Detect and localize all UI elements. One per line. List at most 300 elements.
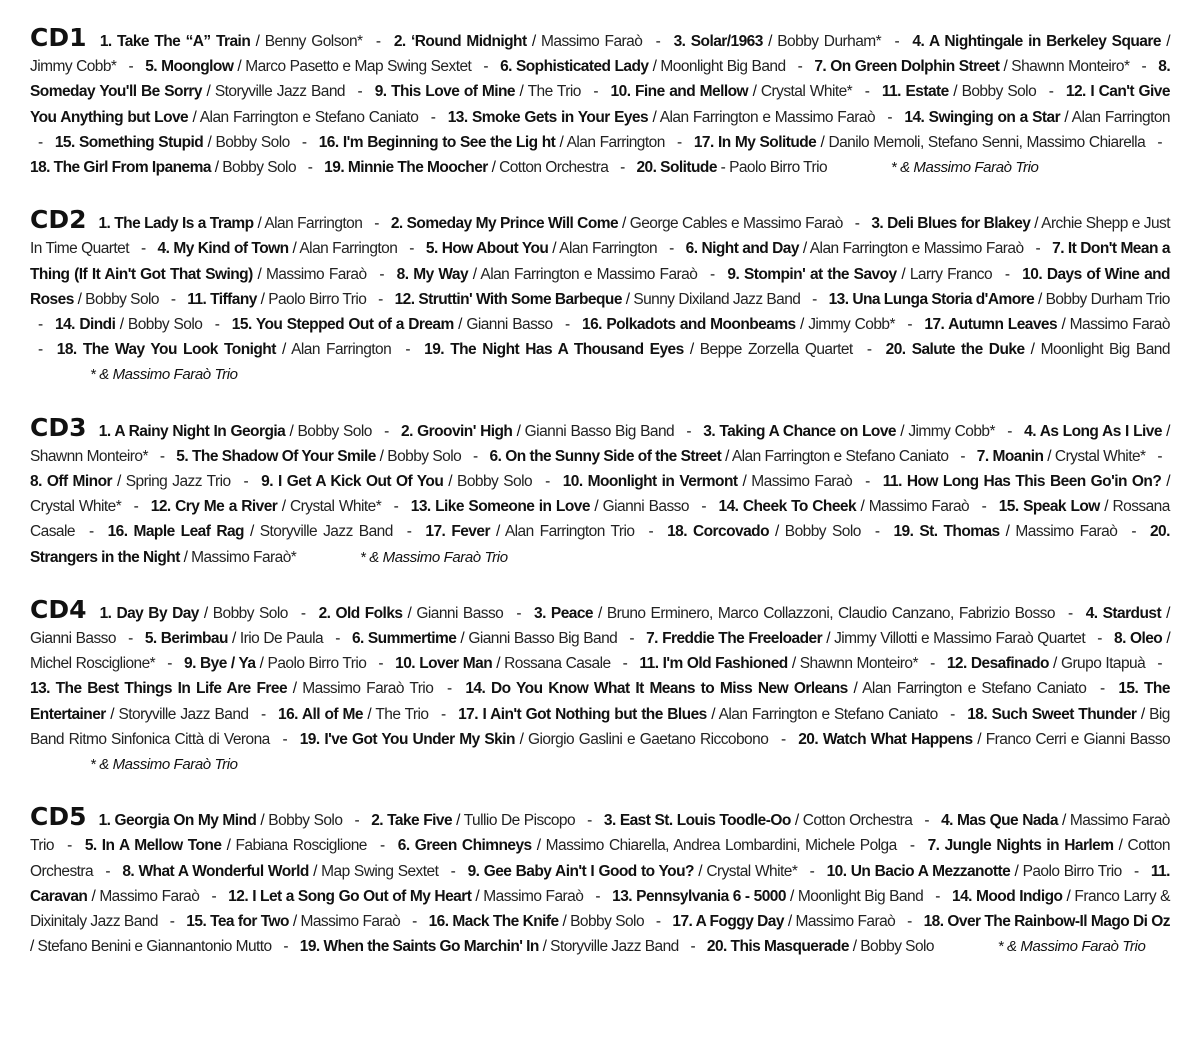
track-item: [187, 291, 366, 308]
track-title: [145, 630, 228, 647]
artist-separator: /: [257, 265, 262, 283]
track-name: Taking A Chance on Love: [719, 422, 896, 440]
track-item: [151, 498, 381, 515]
artist-separator: /: [255, 33, 260, 50]
track-name: When the Saints Go Marchin' In: [323, 938, 539, 956]
track-artist: Alan Farrington: [264, 215, 363, 233]
track-item: [563, 473, 852, 490]
track-name: Berimbau: [160, 630, 228, 648]
artist-separator: /: [367, 705, 372, 723]
track-separator: -: [1048, 83, 1054, 101]
track-separator: -: [1004, 265, 1010, 283]
artist-separator: /: [77, 290, 82, 308]
artist-separator: /: [30, 938, 34, 956]
track-item: [300, 731, 769, 748]
track-artist: Bobby Solo: [961, 83, 1037, 101]
track-separator: -: [909, 837, 915, 855]
track-separator: -: [1007, 422, 1012, 440]
track-separator: -: [159, 447, 165, 465]
track-artist: Alan Farrington: [559, 240, 658, 258]
artist-separator: /: [495, 523, 500, 541]
track-separator: -: [88, 523, 94, 541]
track-item: [882, 83, 1036, 100]
track-title: [814, 58, 999, 75]
track-artist: Alan Farrington e Stefano Caniato: [199, 108, 419, 126]
track-item: [534, 605, 1055, 622]
track-number: 19.: [424, 341, 445, 359]
track-name: Dindi: [79, 316, 116, 334]
track-name: You Stepped Out of a Dream: [255, 316, 454, 334]
track-number: 5.: [425, 240, 438, 258]
track-name: I Get A Kick Out Of You: [278, 473, 444, 491]
track-number: 20.: [885, 341, 906, 359]
track-item: [30, 680, 433, 697]
track-number: 19.: [299, 938, 320, 956]
track-artist: Rossana Casale: [504, 655, 611, 673]
track-title: [158, 240, 289, 257]
track-artist: Crystal White*: [1054, 447, 1146, 465]
track-name: Struttin' With Some Barbeque: [418, 290, 622, 308]
track-name: The Way You Look Tonight: [82, 341, 276, 359]
track-number: 7.: [646, 630, 658, 648]
track-separator: -: [907, 913, 912, 931]
artist-separator: /: [119, 316, 124, 334]
track-separator: -: [629, 630, 634, 648]
cd-label: CD2: [30, 205, 87, 235]
track-title: [924, 913, 1170, 930]
track-title: [458, 706, 707, 723]
track-item: [500, 58, 786, 75]
artist-separator: /: [249, 523, 254, 541]
track-title: [394, 33, 527, 50]
track-number: 5.: [176, 447, 189, 465]
track-number: 19.: [324, 159, 345, 177]
track-item: [98, 215, 362, 232]
track-artist: Jimmy Cobb*: [808, 316, 895, 334]
track-artist: Bobby Solo: [212, 604, 288, 622]
track-separator: -: [981, 498, 987, 516]
artist-separator: /: [542, 938, 547, 956]
track-name: I'm Beginning to See the Lig ht: [342, 133, 556, 151]
track-item: [639, 655, 918, 672]
track-title: [57, 341, 276, 358]
track-title: [1086, 605, 1161, 622]
track-number: 15.: [1118, 680, 1139, 698]
track-separator: -: [354, 812, 360, 830]
track-name: Lover Man: [419, 655, 493, 673]
track-artist: Map Swing Sextet: [321, 862, 439, 880]
track-number: 12.: [150, 498, 171, 516]
track-separator: -: [686, 422, 691, 440]
artist-separator: /: [752, 83, 757, 101]
artist-separator: /: [802, 240, 807, 258]
artist-separator: /: [260, 812, 265, 830]
track-artist: Danilo Memoli, Stefano Senni, Massimo Chiarella: [828, 133, 1146, 151]
artist-separator: /: [475, 887, 480, 905]
track-title: [30, 159, 211, 176]
track-separator: -: [335, 630, 340, 648]
track-artist: Massimo Faraò: [99, 887, 200, 905]
track-name: Una Lunga Storia d'Amore: [852, 290, 1035, 308]
cd-section-3: [30, 412, 1171, 570]
track-name: Days of Wine and Roses: [30, 265, 1170, 308]
track-item: [158, 240, 398, 257]
track-separator: -: [690, 938, 696, 956]
track-artist: Gianni Basso Big Band: [468, 630, 618, 648]
track-item: [375, 83, 581, 100]
track-name: Mack The Knife: [452, 913, 559, 931]
artist-separator: /: [622, 215, 626, 233]
track-separator: -: [128, 58, 134, 76]
track-separator: -: [211, 887, 217, 905]
artist-separator: /: [598, 604, 602, 622]
track-title: [719, 498, 857, 515]
artist-separator: /: [116, 473, 121, 491]
track-name: The Girl From Ipanema: [53, 159, 211, 177]
track-artist: Paolo Birro Trio: [1022, 862, 1122, 880]
track-number: 8.: [1158, 58, 1171, 76]
artist-separator: /: [1140, 705, 1145, 723]
track-name: It Don't Mean a Thing (If It Ain't Got That Swing): [30, 240, 1170, 283]
artist-separator: /: [531, 33, 536, 50]
track-number: 16.: [107, 523, 128, 541]
track-number: 11.: [639, 655, 659, 673]
track-item: [977, 448, 1146, 465]
track-name: Someday You'll Be Sorry: [30, 83, 202, 101]
artist-separator: /: [791, 655, 796, 673]
artist-separator: /: [775, 523, 779, 541]
track-number: 11.: [187, 290, 207, 308]
cd-label: CD1: [30, 23, 87, 52]
track-item: [30, 159, 296, 176]
track-separator: -: [375, 33, 381, 50]
track-separator: -: [865, 473, 870, 491]
track-item: [694, 134, 1145, 151]
track-title: [261, 473, 443, 490]
track-artist: Alan Farrington e Massimo Faraò: [659, 108, 876, 126]
track-title: [883, 473, 1161, 490]
track-separator: -: [393, 498, 399, 516]
track-number: 4.: [912, 33, 925, 50]
track-item: [465, 680, 1086, 697]
artist-separator: /: [203, 604, 208, 622]
track-item: [391, 215, 843, 232]
track-name: My Kind of Town: [173, 240, 289, 258]
track-item: [904, 109, 1170, 126]
artist-separator: /: [652, 108, 657, 126]
track-name: Old Folks: [335, 604, 403, 622]
track-name: How Long Has This Been Go'in On?: [906, 473, 1162, 491]
track-name: The Lady Is a Tramp: [114, 215, 254, 233]
track-separator: -: [935, 887, 940, 905]
track-name: Watch What Happens: [822, 730, 973, 748]
track-number: 13.: [828, 290, 849, 308]
track-item: [394, 33, 642, 50]
track-title: [397, 266, 468, 283]
track-item: [186, 913, 400, 930]
track-number: 1.: [98, 215, 111, 233]
track-number: 19.: [893, 523, 914, 541]
track-item: [184, 655, 366, 672]
track-separator: -: [412, 913, 417, 931]
track-item: [674, 33, 882, 50]
track-number: 20.: [706, 938, 727, 956]
track-artist: Massimo Faraò: [483, 887, 584, 905]
track-title: [448, 109, 648, 126]
track-separator: -: [545, 473, 550, 491]
track-number: 18.: [923, 913, 944, 931]
track-item: [352, 630, 617, 647]
track-item: [228, 888, 583, 905]
track-separator: -: [516, 604, 521, 622]
track-separator: -: [864, 83, 870, 101]
artist-separator: /: [110, 705, 115, 723]
track-number: 2.: [393, 33, 406, 50]
track-separator: -: [950, 705, 955, 723]
track-artist: Bobby Solo: [297, 422, 372, 440]
track-number: 17.: [924, 316, 945, 334]
track-title: [952, 888, 1062, 905]
artist-separator: /: [237, 58, 242, 76]
artist-separator: /: [379, 447, 384, 465]
track-item: [100, 33, 363, 50]
track-number: 8.: [1114, 630, 1126, 648]
track-title: [563, 473, 738, 490]
track-separator: -: [593, 83, 598, 101]
track-separator: -: [595, 887, 601, 905]
track-item: [99, 812, 343, 829]
track-item: [100, 605, 288, 622]
track-item: [30, 473, 231, 490]
track-separator: -: [409, 240, 414, 258]
track-title: [1024, 423, 1162, 440]
track-name: Night and Day: [701, 240, 799, 258]
track-number: 16.: [318, 133, 339, 151]
track-name: Desafinado: [970, 655, 1049, 673]
artist-separator: /: [768, 33, 772, 50]
footnote: * & Massimo Faraò Trio: [90, 756, 238, 774]
track-artist: Bobby Solo: [222, 159, 297, 177]
track-artist: Rossana Casale: [30, 498, 1170, 541]
track-artist: Bobby Solo: [784, 523, 861, 541]
track-artist: Bobby Solo: [570, 913, 645, 931]
track-name: A Rainy Night In Georgia: [114, 422, 286, 440]
track-artist: Michel Rosciglione*: [30, 655, 156, 673]
track-separator: -: [1100, 680, 1105, 698]
artist-separator: /: [1066, 887, 1071, 905]
track-title: [100, 605, 199, 622]
track-title: [490, 448, 722, 465]
track-number: 2.: [371, 812, 384, 830]
track-name: Estate: [905, 83, 949, 101]
track-name: Moonglow: [161, 58, 234, 76]
track-name: Gee Baby Ain't I Good to You?: [483, 862, 694, 880]
track-item: [319, 605, 504, 622]
track-name: Sophisticated Lady: [515, 58, 649, 76]
track-separator: -: [809, 862, 815, 880]
artist-separator: /: [953, 83, 958, 101]
track-item: [55, 134, 290, 151]
track-title: [30, 680, 287, 697]
track-item: [672, 913, 895, 930]
track-title: [871, 215, 1030, 232]
artist-separator: /: [790, 887, 794, 905]
track-name: Freddie The Freeloader: [662, 630, 823, 648]
track-separator: -: [300, 604, 306, 622]
artist-separator: /: [536, 837, 541, 855]
track-separator: -: [874, 523, 880, 541]
artist-separator: /: [711, 705, 715, 723]
track-separator: -: [1157, 447, 1162, 465]
track-artist: Alan Farrington: [299, 240, 398, 258]
track-name: On the Sunny Side of the Street: [505, 447, 722, 465]
track-number: 12.: [394, 290, 415, 308]
track-separator: -: [894, 33, 900, 50]
track-item: [893, 523, 1117, 540]
artist-separator: /: [1014, 862, 1019, 880]
artist-separator: /: [226, 837, 231, 855]
track-title: [398, 837, 532, 854]
track-artist: Beppe Zorzella Quartet: [699, 341, 853, 359]
track-item: [886, 341, 1170, 358]
artist-separator: /: [1064, 108, 1069, 126]
track-separator: -: [587, 812, 592, 830]
track-name: Tea for Two: [210, 913, 289, 931]
track-name: Stardust: [1102, 604, 1162, 622]
track-artist: Sunny Dixiland Jazz Band: [633, 290, 801, 308]
track-separator: -: [167, 655, 172, 673]
track-title: [151, 498, 278, 515]
track-number: 14.: [904, 108, 925, 126]
artist-separator: /: [1118, 837, 1123, 855]
artist-separator: /: [552, 240, 557, 258]
track-number: 10.: [562, 473, 583, 491]
track-artist: Massimo Faraò: [1015, 523, 1118, 541]
track-title: [500, 58, 648, 75]
track-number: 9.: [467, 862, 480, 880]
track-number: 20.: [1149, 523, 1170, 541]
track-item: [108, 523, 393, 540]
track-number: 16.: [428, 913, 449, 931]
artist-separator: /: [207, 133, 212, 151]
track-name: I'm Old Fashioned: [662, 655, 788, 673]
track-title: [425, 523, 490, 540]
track-item: [398, 837, 897, 854]
track-title: [674, 33, 763, 50]
track-number: 9.: [184, 655, 196, 673]
track-title: [829, 291, 1035, 308]
track-title: [411, 498, 590, 515]
track-item: [395, 291, 801, 308]
track-item: [604, 812, 912, 829]
track-number: 7.: [927, 837, 940, 855]
track-artist: Moonlight Big Band: [660, 58, 786, 76]
track-artist: Giorgio Gaslini e Gaetano Riccobono: [528, 730, 769, 748]
artist-separator: /: [292, 680, 297, 698]
artist-separator: /: [1005, 523, 1010, 541]
track-name: Fine and Mellow: [635, 83, 749, 101]
artist-separator: /: [1034, 215, 1039, 233]
track-title: [184, 655, 255, 672]
track-number: 20.: [798, 730, 819, 748]
track-artist: Massimo Faraò Trio: [30, 812, 1170, 855]
track-name: Autumn Leaves: [948, 316, 1058, 334]
track-name: In A Mellow Tone: [101, 837, 222, 855]
track-name: Swinging on a Star: [928, 108, 1061, 126]
track-number: 17.: [693, 133, 714, 151]
track-artist: Paolo Birro Trio: [729, 159, 828, 177]
track-separator: -: [307, 159, 313, 177]
track-title: [611, 83, 748, 100]
track-number: 18.: [56, 341, 77, 359]
track-artist: Gianni Basso: [416, 604, 504, 622]
track-artist: Bruno Erminero, Marco Collazzoni, Claudio Canzano, Fabrizio Bosso: [606, 604, 1055, 622]
track-artist: Fabiana Rosciglione: [235, 837, 367, 855]
track-separator: -: [1157, 655, 1162, 673]
track-separator: -: [378, 290, 383, 308]
track-artist: Jimmy Cobb*: [30, 58, 117, 76]
artist-separator: /: [183, 548, 188, 566]
track-separator: -: [924, 812, 929, 830]
track-artist: Alan Farrington: [291, 341, 392, 359]
track-separator: -: [620, 159, 625, 177]
track-name: Day By Day: [116, 604, 199, 622]
track-separator: -: [380, 837, 385, 855]
track-separator: -: [38, 341, 43, 359]
track-artist: Gianni Basso: [602, 498, 689, 516]
track-title: [727, 266, 896, 283]
track-separator: -: [105, 862, 111, 880]
track-title: [55, 316, 115, 333]
track-artist: Bobby Durham Trio: [1045, 290, 1170, 308]
artist-separator: /: [901, 265, 906, 283]
track-artist: Storyville Jazz Band: [550, 938, 679, 956]
track-name: Pennsylvania 6 - 5000: [636, 887, 786, 905]
track-artist: Grupo Itapuà: [1060, 655, 1146, 673]
artist-separator: /: [852, 938, 857, 956]
artist-separator: /: [860, 498, 865, 516]
track-number: 14.: [952, 887, 972, 905]
track-number: 1.: [98, 422, 111, 440]
track-separator: -: [260, 705, 266, 723]
track-title: [694, 134, 816, 151]
cd-section-1: [30, 23, 1171, 180]
track-title: [604, 812, 791, 829]
artist-separator: /: [900, 422, 905, 440]
track-name: The Night Has A Thousand Eyes: [450, 341, 684, 359]
track-name: ‘Round Midnight: [411, 33, 527, 50]
track-item: [397, 266, 698, 283]
artist-separator: /: [292, 240, 297, 258]
track-number: 10.: [826, 862, 847, 880]
track-artist: Bobby Solo: [85, 290, 160, 308]
track-item: [667, 523, 861, 540]
track-title: [424, 341, 684, 358]
track-separator: -: [483, 58, 488, 76]
track-separator: -: [378, 655, 384, 673]
track-title: [646, 630, 822, 647]
track-artist: Crystal White*: [760, 83, 853, 101]
track-number: 15.: [231, 316, 252, 334]
artist-separator: /: [206, 83, 211, 101]
track-title: [352, 630, 456, 647]
track-number: 4.: [1024, 422, 1036, 440]
track-item: [468, 863, 798, 880]
track-separator: -: [169, 913, 175, 931]
track-artist: Alan Farrington Trio: [504, 523, 635, 541]
track-separator: -: [1131, 523, 1136, 541]
track-number: 7.: [1052, 240, 1064, 258]
